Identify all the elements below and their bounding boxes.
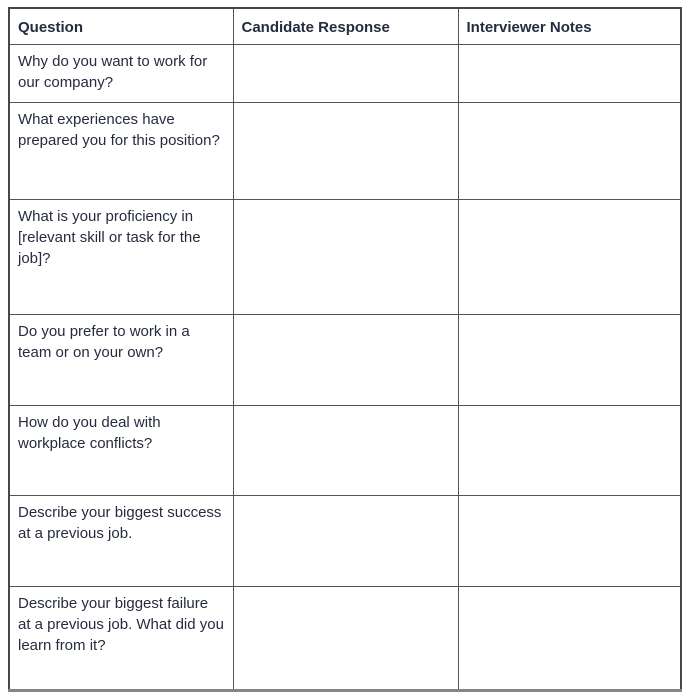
question-cell: Describe your biggest failure at a previous job. What did you learn from it? xyxy=(9,587,233,691)
table-row xyxy=(9,496,681,587)
table-row xyxy=(9,406,681,496)
table-row xyxy=(9,103,681,200)
interviewer-notes-cell[interactable] xyxy=(458,496,681,587)
column-header-candidate-response: Candidate Response xyxy=(233,8,458,45)
question-cell: What experiences have prepared you for this position? xyxy=(9,103,233,200)
question-cell: What is your proficiency in [relevant skill or task for the job]? xyxy=(9,200,233,315)
interviewer-notes-cell[interactable] xyxy=(458,315,681,406)
candidate-response-cell[interactable] xyxy=(233,496,458,587)
candidate-response-cell[interactable] xyxy=(233,45,458,103)
interviewer-notes-cell[interactable] xyxy=(458,45,681,103)
table-row xyxy=(9,45,681,103)
interview-question-table xyxy=(8,7,682,692)
candidate-response-cell[interactable] xyxy=(233,406,458,496)
question-cell: How do you deal with workplace conflicts? xyxy=(9,406,233,496)
table-row xyxy=(9,200,681,315)
table-row xyxy=(9,315,681,406)
table-row xyxy=(9,587,681,691)
candidate-response-cell[interactable] xyxy=(233,200,458,315)
candidate-response-cell[interactable] xyxy=(233,587,458,691)
question-cell: Why do you want to work for our company? xyxy=(9,45,233,103)
column-header-question: Question xyxy=(9,8,233,45)
question-cell: Describe your biggest success at a previous job. xyxy=(9,496,233,587)
interviewer-notes-cell[interactable] xyxy=(458,406,681,496)
interviewer-notes-cell[interactable] xyxy=(458,200,681,315)
interviewer-notes-cell[interactable] xyxy=(458,587,681,691)
interviewer-notes-cell[interactable] xyxy=(458,103,681,200)
question-cell: Do you prefer to work in a team or on your own? xyxy=(9,315,233,406)
table-header-row xyxy=(9,8,681,45)
candidate-response-cell[interactable] xyxy=(233,315,458,406)
candidate-response-cell[interactable] xyxy=(233,103,458,200)
column-header-interviewer-notes: Interviewer Notes xyxy=(458,8,681,45)
